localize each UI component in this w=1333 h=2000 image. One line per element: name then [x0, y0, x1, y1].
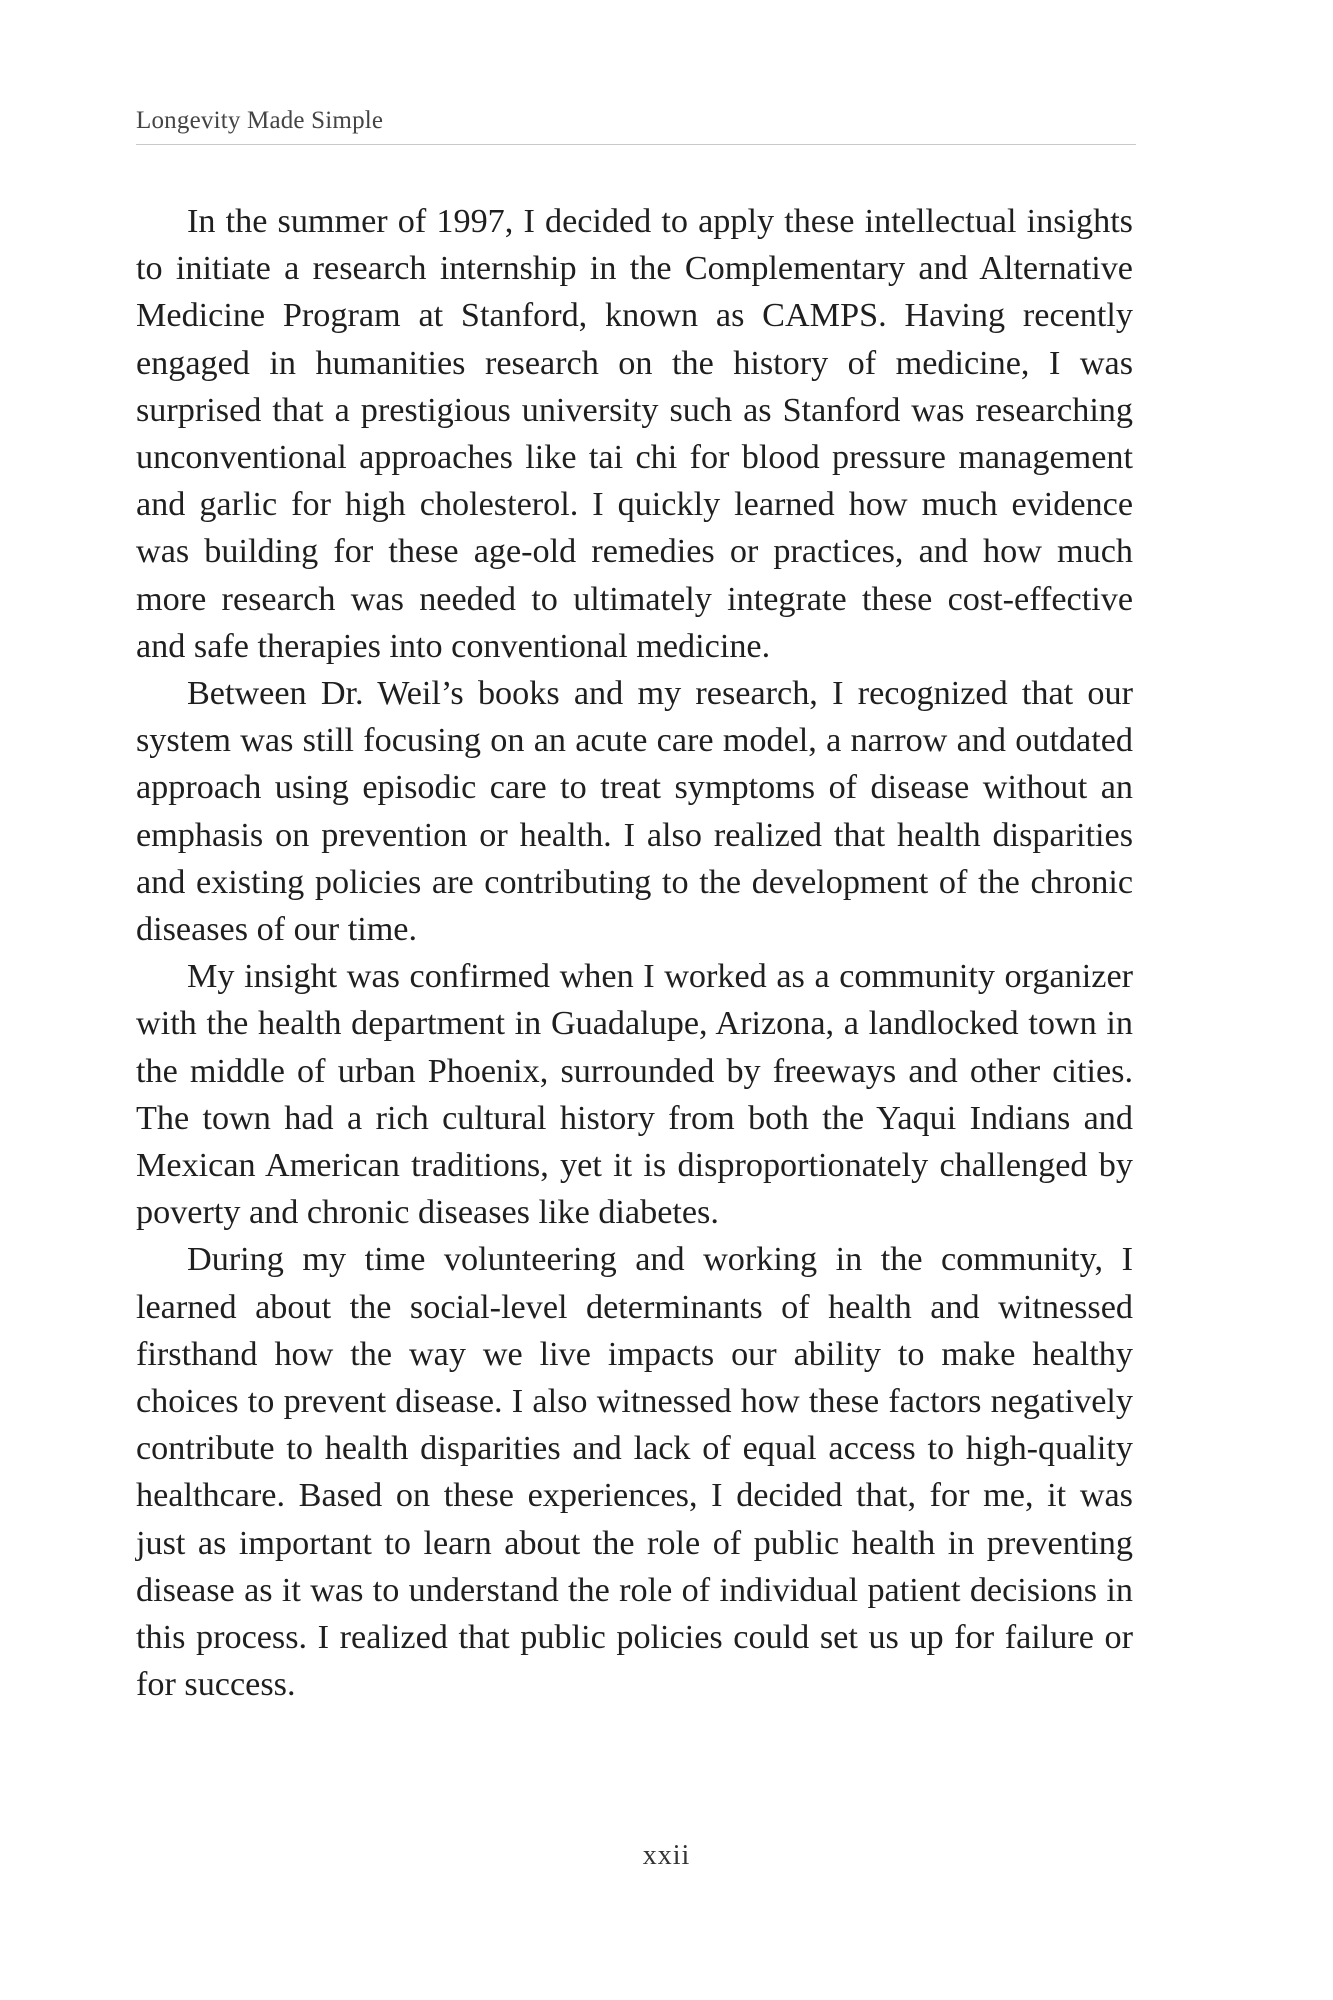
running-header	[136, 104, 1136, 145]
paragraph: In the summer of 1997, I decided to apply these intellectual insights to initiate a research internship in the Complementary and Alternative Medicine Program at Stanford, known as CAMPS. Having recently engaged in humanities research on the history of medicine, I was surprised that a prestigious university such as Stanford was researching unconventional approaches like tai chi for blood pressure management and garlic for high cholesterol. I quickly learned how much evidence was building for these age-old remedies or practices, and how much more research was needed to ultimately integrate these cost-effective and safe therapies into conventional medicine.	[136, 203, 1133, 665]
paragraph: During my time volunteering and working in the community, I learned about the social-level determinants of health and witnessed firsthand how the way we live impacts our ability to make healthy choices to prevent disease. I also witnessed how these factors negatively contribute to health disparities and lack of equal access to high-quality healthcare. Based on these experiences, I decided that, for me, it was just as important to learn about the role of public health in preventing disease as it was to understand the role of individual patient decisions in this process. I realized that public policies could set us up for failure or for success.	[136, 1241, 1133, 1704]
page-number: xxii	[642, 1840, 691, 1871]
paragraph: My insight was confirmed when I worked as a community organizer with the health department in Guadalupe, Arizona, a landlocked town in the middle of urban Phoenix, surrounded by freeways and other cities. The town had a rich cultural history from both the Yaqui Indians and Mexican American traditions, yet it is disproportionately challenged by poverty and chronic diseases like diabetes.	[136, 958, 1133, 1232]
body-text	[136, 198, 1133, 1709]
running-title: Longevity Made Simple	[136, 107, 384, 134]
paragraph: Between Dr. Weil’s books and my research, I recognized that our system was still focusing on an acute care model, a narrow and outdated approach using episodic care to treat symptoms of disease without an emphasis on prevention or health. I also realized that health disparities and existing policies are contributing to the development of the chronic diseases of our time.	[136, 675, 1133, 949]
